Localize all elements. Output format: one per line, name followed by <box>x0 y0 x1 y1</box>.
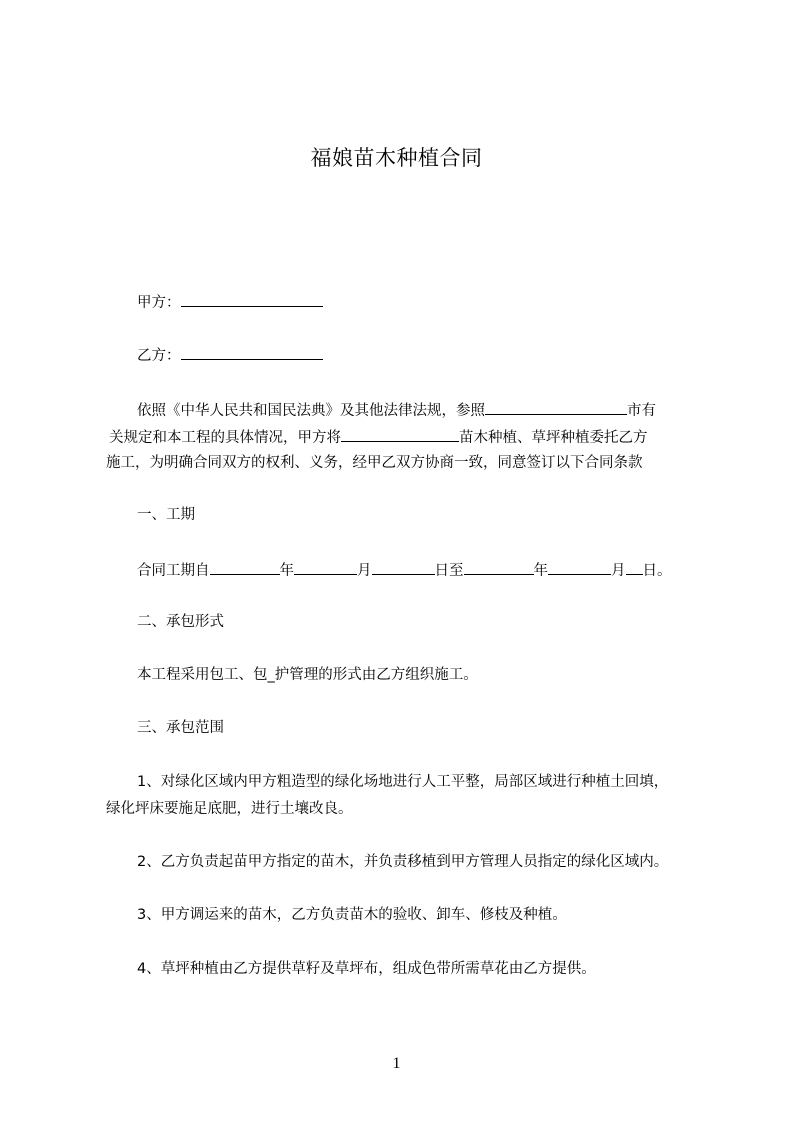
party-b-label: 乙方： <box>137 348 181 364</box>
intro-blank-1 <box>485 399 627 415</box>
party-b-line <box>137 344 323 366</box>
intro-text-2a: 关规定和本工程的具体情况，甲方将 <box>109 430 341 446</box>
party-b-blank <box>181 344 323 360</box>
term-blank-2 <box>294 559 357 575</box>
term-text-3: 月 <box>357 563 372 579</box>
section-3-item-1-line-2: 绿化坪床要施足底肥，进行土壤改良。 <box>106 801 353 817</box>
section-3-item-1-line-1: 1、对绿化区域内甲方粗造型的绿化场地进行人工平整，局部区域进行种植土回填， <box>137 774 669 790</box>
section-3-item-2: 2、乙方负责起苗甲方指定的苗木，并负责移植到甲方管理人员指定的绿化区域内。 <box>137 854 669 870</box>
intro-line-2 <box>109 426 648 448</box>
intro-text-2b: 苗木种植、草坪种植委托乙方 <box>459 430 648 446</box>
term-text-1: 合同工期自 <box>137 563 210 579</box>
intro-blank-2 <box>341 426 459 442</box>
term-blank-1 <box>210 559 280 575</box>
intro-line-3: 施工，为明确合同双方的权利、义务，经甲乙双方协商一致，同意签订以下合同条款 <box>106 455 643 471</box>
term-blank-5 <box>548 559 611 575</box>
intro-text-1b: 市有 <box>627 403 656 419</box>
intro-text-1a: 依照《中华人民共和国民法典》及其他法律法规，参照 <box>137 403 485 419</box>
section-1-heading: 一、工期 <box>137 507 195 523</box>
document-title: 福娘苗木种植合同 <box>310 146 483 170</box>
section-2-body: 本工程采用包工、包_护管理的形式由乙方组织施工。 <box>137 667 478 683</box>
term-blank-4 <box>464 559 534 575</box>
term-blank-6 <box>626 559 643 575</box>
term-text-5: 年 <box>533 563 548 579</box>
party-a-blank <box>181 291 323 307</box>
term-blank-3 <box>372 559 435 575</box>
section-3-item-3: 3、甲方调运来的苗木，乙方负责苗木的验收、卸车、修枝及种植。 <box>137 907 567 923</box>
term-text-4: 日至 <box>434 563 464 579</box>
section-2-heading: 二、承包形式 <box>137 614 224 630</box>
intro-line-1 <box>137 399 656 421</box>
term-text-7: 日。 <box>642 563 672 579</box>
term-text-6: 月 <box>611 563 626 579</box>
page-number: 1 <box>392 1055 401 1072</box>
section-3-item-4: 4、草坪种植由乙方提供草籽及草坪布，组成色带所需草花由乙方提供。 <box>137 961 596 977</box>
section-1-term-line <box>137 559 672 581</box>
party-a-line <box>137 291 323 313</box>
party-a-label: 甲方： <box>137 295 181 311</box>
term-text-2: 年 <box>279 563 294 579</box>
section-3-heading: 三、承包范围 <box>137 720 224 736</box>
